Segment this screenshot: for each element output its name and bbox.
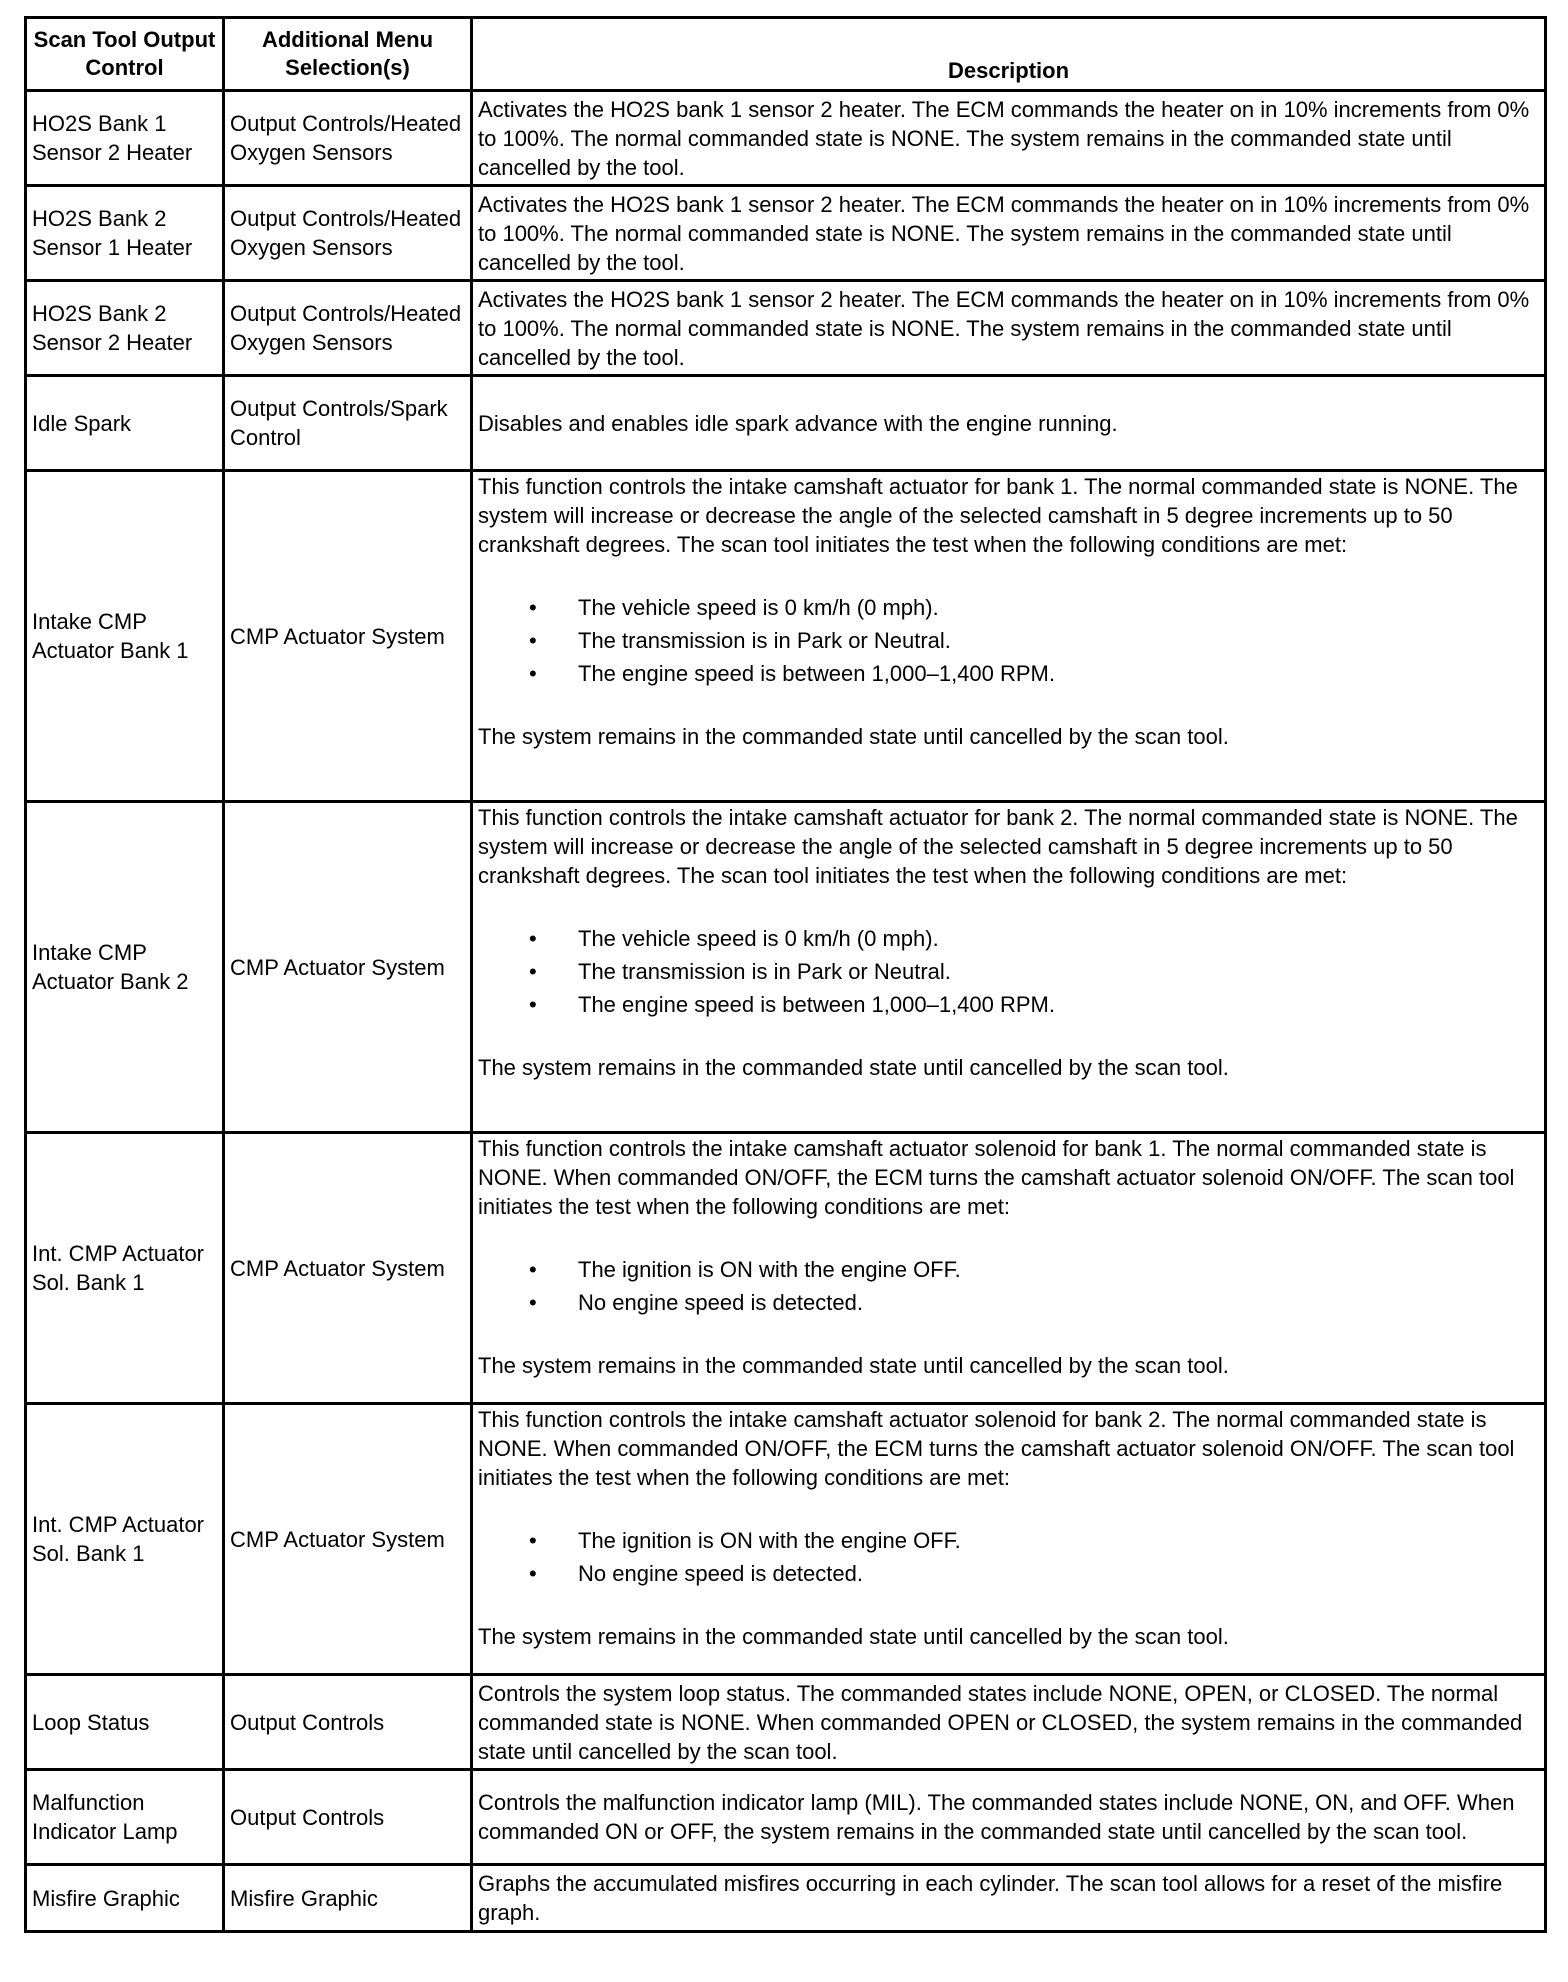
control-cell: HO2S Bank 2 Sensor 1 Heater — [26, 186, 224, 281]
header-additional-menu-selections: Additional Menu Selection(s) — [224, 18, 472, 91]
conditions-list — [478, 1253, 1539, 1319]
bullet-icon: • — [529, 926, 537, 951]
control-cell: Intake CMP Actuator Bank 2 — [26, 802, 224, 1133]
table-row — [26, 1865, 1546, 1932]
list-item — [478, 1286, 1539, 1319]
description-text: This function controls the intake camshaft actuator for bank 1. The normal commanded state is NONE. The system will increase or decrease the angle of the selected camshaft in 5 degree increments up to 50 crankshaft degrees. The scan tool initiates the test when the following conditions are met: — [478, 474, 1518, 557]
list-item — [478, 591, 1539, 624]
description-cell — [472, 802, 1546, 1133]
header-scan-tool-output-control: Scan Tool Output Control — [26, 18, 224, 91]
table-row — [26, 186, 1546, 281]
control-cell: Malfunction Indicator Lamp — [26, 1770, 224, 1865]
closing-text: The system remains in the commanded state until cancelled by the scan tool. — [478, 1055, 1229, 1080]
bullet-icon: • — [529, 1257, 537, 1282]
description-cell — [472, 1133, 1546, 1404]
description-text: Activates the HO2S bank 1 sensor 2 heater. The ECM commands the heater on in 10% increments from 0% to 100%. The normal commanded state is NONE. The system remains in the commanded state until cancelled by the tool. — [478, 191, 1530, 275]
closing-text: The system remains in the commanded state until cancelled by the scan tool. — [478, 1353, 1229, 1378]
menu-cell: Output Controls — [224, 1770, 472, 1865]
list-item — [478, 922, 1539, 955]
condition-text: The ignition is ON with the engine OFF. — [578, 1528, 961, 1553]
menu-cell: CMP Actuator System — [224, 471, 472, 802]
description-text: This function controls the intake camshaft actuator for bank 2. The normal commanded state is NONE. The system will increase or decrease the angle of the selected camshaft in 5 degree increments up to 50 crankshaft degrees. The scan tool initiates the test when the following conditions are met: — [478, 805, 1518, 888]
description-text: Activates the HO2S bank 1 sensor 2 heater. The ECM commands the heater on in 10% increments from 0% to 100%. The normal commanded state is NONE. The system remains in the commanded state until cancelled by the tool. — [478, 286, 1530, 370]
control-cell: Int. CMP Actuator Sol. Bank 1 — [26, 1133, 224, 1404]
description-cell — [472, 281, 1546, 376]
list-item — [478, 1557, 1539, 1590]
conditions-list — [478, 591, 1539, 690]
condition-text: The transmission is in Park or Neutral. — [578, 628, 951, 653]
list-item — [478, 988, 1539, 1021]
description-cell — [472, 1770, 1546, 1865]
description-cell — [472, 91, 1546, 186]
control-cell: Intake CMP Actuator Bank 1 — [26, 471, 224, 802]
menu-cell: CMP Actuator System — [224, 1133, 472, 1404]
table-row — [26, 376, 1546, 471]
bullet-icon: • — [529, 1528, 537, 1553]
description-cell — [472, 1865, 1546, 1932]
condition-text: The transmission is in Park or Neutral. — [578, 959, 951, 984]
menu-cell: CMP Actuator System — [224, 1404, 472, 1675]
bullet-icon: • — [529, 1561, 537, 1586]
control-cell: HO2S Bank 2 Sensor 2 Heater — [26, 281, 224, 376]
description-cell — [472, 1675, 1546, 1770]
condition-text: The vehicle speed is 0 km/h (0 mph). — [578, 595, 939, 620]
table-row — [26, 1770, 1546, 1865]
table-row — [26, 281, 1546, 376]
table-row — [26, 471, 1546, 802]
description-text: Controls the system loop status. The commanded states include NONE, OPEN, or CLOSED. The normal commanded state is NONE. When commanded OPEN or CLOSED, the system remains in the commanded state until cancelled by the scan tool. — [478, 1680, 1523, 1764]
menu-cell: Output Controls/Spark Control — [224, 376, 472, 471]
list-item — [478, 624, 1539, 657]
output-controls-table — [24, 16, 1547, 1933]
control-cell: Loop Status — [26, 1675, 224, 1770]
bullet-icon: • — [529, 992, 537, 1017]
description-cell — [472, 471, 1546, 802]
control-cell: Int. CMP Actuator Sol. Bank 1 — [26, 1404, 224, 1675]
description-cell — [472, 1404, 1546, 1675]
table-row — [26, 1675, 1546, 1770]
description-text: Disables and enables idle spark advance with the engine running. — [478, 410, 1118, 436]
list-item — [478, 1253, 1539, 1286]
description-text: This function controls the intake camshaft actuator solenoid for bank 2. The normal commanded state is NONE. When commanded ON/OFF, the ECM turns the camshaft actuator solenoid ON/OFF. The scan tool initiates the test when the following conditions are met: — [478, 1407, 1515, 1490]
menu-cell: CMP Actuator System — [224, 802, 472, 1133]
condition-text: No engine speed is detected. — [578, 1561, 863, 1586]
description-text: Graphs the accumulated misfires occurring in each cylinder. The scan tool allows for a reset of the misfire graph. — [478, 1871, 1503, 1925]
condition-text: The ignition is ON with the engine OFF. — [578, 1257, 961, 1282]
condition-text: No engine speed is detected. — [578, 1290, 863, 1315]
menu-cell: Output Controls/Heated Oxygen Sensors — [224, 91, 472, 186]
list-item — [478, 955, 1539, 988]
condition-text: The engine speed is between 1,000–1,400 RPM. — [578, 661, 1055, 686]
control-cell: Idle Spark — [26, 376, 224, 471]
description-text: Controls the malfunction indicator lamp (MIL). The commanded states include NONE, ON, and OFF. When commanded ON or OFF, the system remains in the commanded state until cancelled by the scan tool. — [478, 1790, 1515, 1844]
table-row — [26, 91, 1546, 186]
condition-text: The vehicle speed is 0 km/h (0 mph). — [578, 926, 939, 951]
menu-cell: Output Controls/Heated Oxygen Sensors — [224, 281, 472, 376]
table-row — [26, 802, 1546, 1133]
menu-cell: Output Controls — [224, 1675, 472, 1770]
bullet-icon: • — [529, 595, 537, 620]
table-row — [26, 1133, 1546, 1404]
bullet-icon: • — [529, 959, 537, 984]
control-cell: HO2S Bank 1 Sensor 2 Heater — [26, 91, 224, 186]
description-text: This function controls the intake camshaft actuator solenoid for bank 1. The normal commanded state is NONE. When commanded ON/OFF, the ECM turns the camshaft actuator solenoid ON/OFF. The scan tool initiates the test when the following conditions are met: — [478, 1136, 1515, 1219]
description-text: Activates the HO2S bank 1 sensor 2 heater. The ECM commands the heater on in 10% increments from 0% to 100%. The normal commanded state is NONE. The system remains in the commanded state until cancelled by the tool. — [478, 96, 1530, 180]
list-item — [478, 657, 1539, 690]
header-row — [26, 18, 1546, 91]
condition-text: The engine speed is between 1,000–1,400 RPM. — [578, 992, 1055, 1017]
menu-cell: Output Controls/Heated Oxygen Sensors — [224, 186, 472, 281]
bullet-icon: • — [529, 661, 537, 686]
menu-cell: Misfire Graphic — [224, 1865, 472, 1932]
description-cell — [472, 376, 1546, 471]
conditions-list — [478, 922, 1539, 1021]
table-row — [26, 1404, 1546, 1675]
closing-text: The system remains in the commanded state until cancelled by the scan tool. — [478, 1624, 1229, 1649]
header-description: Description — [472, 18, 1546, 91]
bullet-icon: • — [529, 1290, 537, 1315]
bullet-icon: • — [529, 628, 537, 653]
description-cell — [472, 186, 1546, 281]
list-item — [478, 1524, 1539, 1557]
closing-text: The system remains in the commanded state until cancelled by the scan tool. — [478, 724, 1229, 749]
conditions-list — [478, 1524, 1539, 1590]
control-cell: Misfire Graphic — [26, 1865, 224, 1932]
